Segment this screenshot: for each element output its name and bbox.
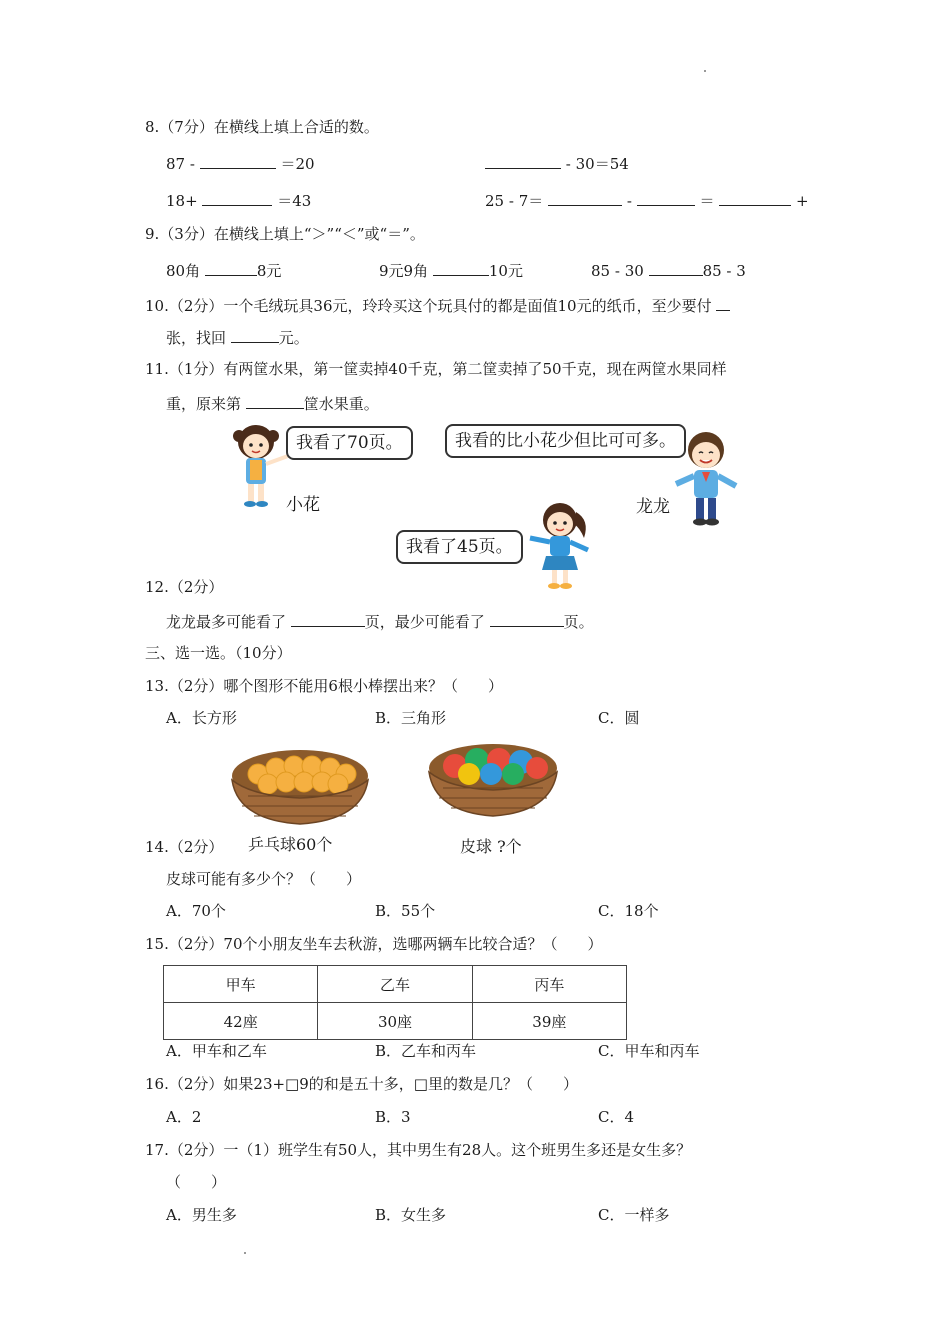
name-xiaohua: 小花 [286,495,320,515]
table-cell: 39座 [472,1003,626,1040]
section-heading: 三、选一选。（10分） [145,644,292,662]
q14-option-a[interactable]: A．70个 [166,902,226,920]
speech-bubble-longlong: 我看的比小花少但比可可多。 [445,424,686,458]
q10-line2: 张，找回 元。 [166,326,309,348]
answer-blank[interactable] [200,152,276,169]
answer-blank[interactable] [716,294,730,311]
q9-item-3: 85 - 30 85 - 3 [591,259,746,281]
q16-title: 16.（2分）如果23+□9的和是五十多，□里的数是几？（ ） [145,1075,578,1093]
q16-option-a[interactable]: A．2 [166,1108,202,1126]
q9-item-1: 80角 8元 [166,259,281,281]
answer-blank[interactable] [205,259,257,276]
answer-blank[interactable] [485,152,561,169]
answer-blank[interactable] [202,189,272,206]
q14-option-b[interactable]: B．55个 [375,902,436,920]
answer-blank[interactable] [637,189,695,206]
q14-question: 皮球可能有多少个？（ ） [166,870,362,888]
q8-title: 8.（7分）在横线上填上合适的数。 [145,118,379,136]
q8-eq-d: 25 - 7＝ - ＝ + [485,189,809,211]
q13-option-a[interactable]: A．长方形 [166,709,237,727]
table-header-cell: 丙车 [472,966,626,1003]
table-header-cell: 甲车 [164,966,318,1003]
q8-eq-b: - 30＝54 [485,152,629,174]
answer-blank[interactable] [719,189,791,206]
q16-option-c[interactable]: C．4 [598,1108,635,1126]
q14-option-c[interactable]: C．18个 [598,902,659,920]
table-cell: 42座 [164,1003,318,1040]
ball-basket-image [425,738,561,820]
q10-line1: 10.（2分）一个毛绒玩具36元，玲玲买这个玩具付的都是面值10元的纸币，至少要付 [145,294,730,316]
q11-line2: 重，原来第 筐水果重。 [166,392,379,414]
table-header-cell: 乙车 [318,966,472,1003]
pingpong-basket-image [228,740,372,830]
q17-option-a[interactable]: A．男生多 [166,1206,237,1224]
q16-option-b[interactable]: B．3 [375,1108,411,1126]
answer-blank[interactable] [433,259,489,276]
answer-blank[interactable] [490,610,564,627]
boy-longlong-figure [670,428,742,530]
table-cell: 30座 [318,1003,472,1040]
q17-option-b[interactable]: B．女生多 [375,1206,447,1224]
q11-line1: 11.（1分）有两筐水果，第一筐卖掉40千克，第二筐卖掉了50千克，现在两筐水果同样 [145,360,727,378]
q9-title: 9.（3分）在横线上填上“＞”“＜”或“＝”。 [145,225,425,243]
q17-line1: 17.（2分）一（1）班学生有50人，其中男生有28人。这个班男生多还是女生多？ [145,1141,692,1159]
answer-blank[interactable] [246,392,304,409]
q9-item-2: 9元9角 10元 [379,259,523,281]
q15-option-b[interactable]: B．乙车和丙车 [375,1042,477,1060]
girl-keke-figure [526,498,598,594]
q12-title: 12.（2分） [145,578,224,596]
q15-title: 15.（2分）70个小朋友坐车去秋游，选哪两辆车比较合适？（ ） [145,935,603,953]
q14-title: 14.（2分） [145,838,224,856]
answer-blank[interactable] [649,259,703,276]
table-row [164,1003,627,1040]
page-mark [704,70,706,72]
answer-blank[interactable] [548,189,622,206]
q17-option-c[interactable]: C．一样多 [598,1206,670,1224]
name-longlong: 龙龙 [636,497,670,517]
car-table [163,965,627,1040]
q12-question: 龙龙最多可能看了 页，最少可能看了 页。 [166,610,594,632]
speech-bubble-xiaohua: 我看了70页。 [286,426,413,460]
q13-title: 13.（2分）哪个图形不能用6根小棒摆出来？（ ） [145,677,503,695]
speech-bubble-keke: 我看了45页。 [396,530,523,564]
q15-option-c[interactable]: C．甲车和丙车 [598,1042,700,1060]
pingpong-label: 乒乓球60个 [248,835,333,854]
q8-eq-a: 87 - ＝20 [166,152,315,174]
q17-line2: （ ） [166,1173,227,1191]
table-row [164,966,627,1003]
ball-label: 皮球 ?个 [460,837,522,856]
q13-option-c[interactable]: C．圆 [598,709,640,727]
answer-blank[interactable] [231,326,279,343]
q13-option-b[interactable]: B．三角形 [375,709,447,727]
answer-blank[interactable] [291,610,365,627]
page-mark [244,1252,246,1254]
q15-option-a[interactable]: A．甲车和乙车 [166,1042,267,1060]
q8-eq-c: 18+ ＝43 [166,189,311,211]
